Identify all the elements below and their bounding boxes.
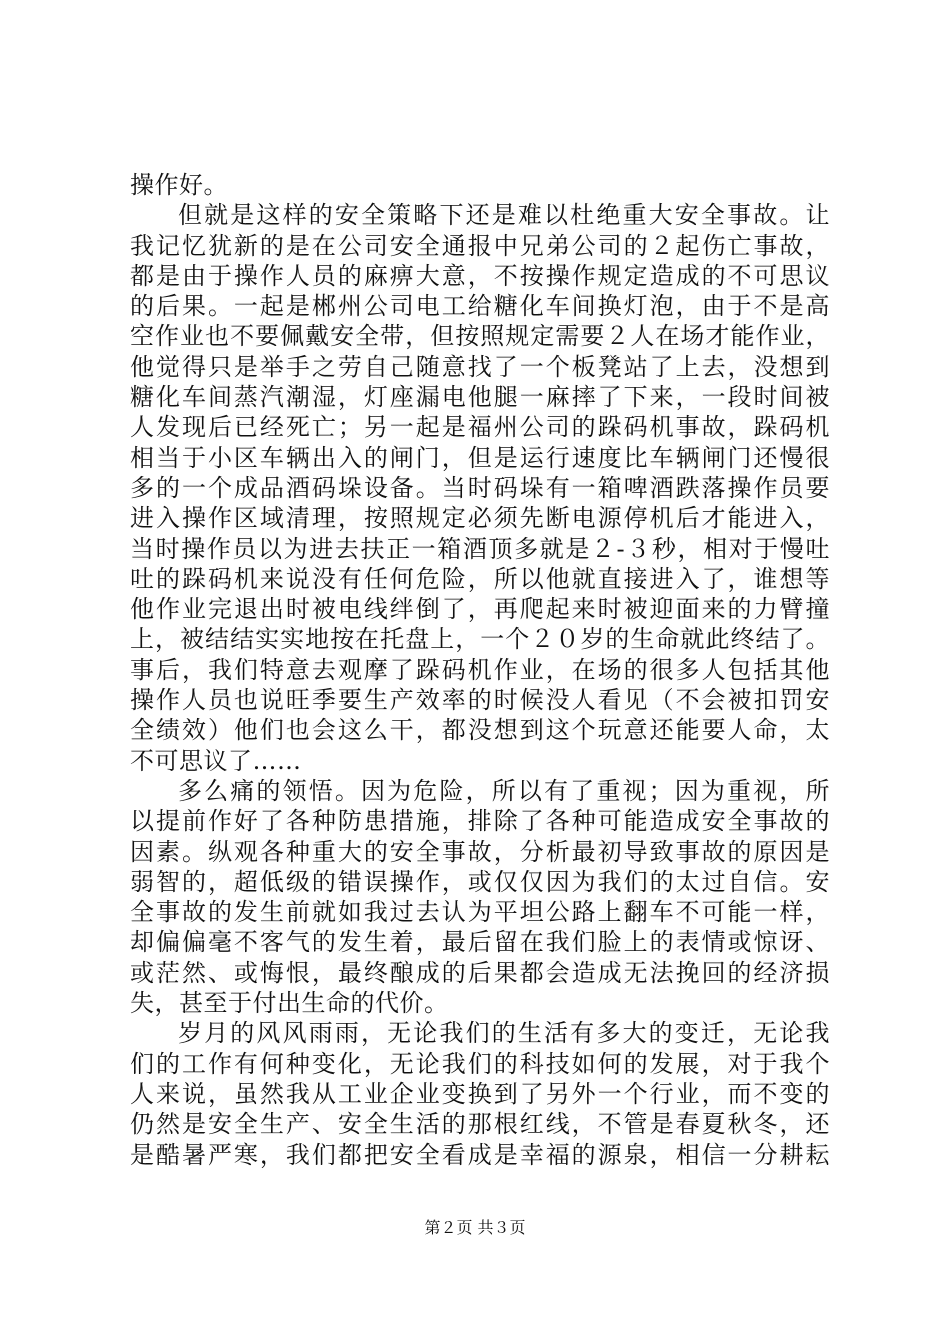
- text-line: 人来说，虽然我从工业企业变换到了另外一个行业，而不变的: [130, 1079, 830, 1108]
- text-line: 糖化车间蒸汽潮湿，灯座漏电他腿一麻摔了下来，一段时间被: [130, 383, 830, 412]
- text-line: 上，被结结实实地按在托盘上，一个２０岁的生命就此终结了。: [130, 625, 830, 654]
- page-number-footer: 第２页 共３页: [424, 1218, 526, 1237]
- text-line: 弱智的，超低级的错误操作，或仅仅因为我们的太过自信。安: [130, 867, 830, 896]
- text-line: 的后果。一起是郴州公司电工给糖化车间换灯泡，由于不是高: [130, 292, 830, 321]
- text-line: 他觉得只是举手之劳自己随意找了一个板凳站了上去，没想到: [130, 352, 830, 381]
- text-line: 全事故的发生前就如我过去认为平坦公路上翻车不可能一样，: [130, 898, 830, 927]
- text-line: 不可思议了……: [130, 746, 302, 775]
- text-line: 相当于小区车辆出入的闸门，但是运行速度比车辆闸门还慢很: [130, 443, 830, 472]
- text-line: 事后，我们特意去观摩了跺码机作业，在场的很多人包括其他: [130, 655, 830, 684]
- text-line: 他作业完退出时被电线绊倒了，再爬起来时被迎面来的力臂撞: [130, 595, 830, 624]
- text-line: 人发现后已经死亡；另一起是福州公司的跺码机事故，跺码机: [130, 413, 830, 442]
- text-line: 因素。纵观各种重大的安全事故，分析最初导致事故的原因是: [130, 837, 830, 866]
- text-line: 操作人员也说旺季要生产效率的时候没人看见（不会被扣罚安: [130, 686, 830, 715]
- text-line: 或茫然、或悔恨，最终酿成的后果都会造成无法挽回的经济损: [130, 958, 830, 987]
- text-line: 都是由于操作人员的麻痹大意，不按操作规定造成的不可思议: [130, 261, 830, 290]
- text-line: 失，甚至于付出生命的代价。: [130, 989, 449, 1018]
- paragraph-first-line: 岁月的风风雨雨，无论我们的生活有多大的变迁，无论我: [178, 1019, 830, 1048]
- paragraph-first-line: 多么痛的领悟。因为危险，所以有了重视；因为重视，所: [178, 776, 830, 805]
- text-line: 仍然是安全生产、安全生活的那根红线，不管是春夏秋冬，还: [130, 1110, 830, 1139]
- text-line: 们的工作有何种变化，无论我们的科技如何的发展，对于我个: [130, 1049, 830, 1078]
- text-line: 当时操作员以为进去扶正一箱酒顶多就是２-３秒，相对于慢吐: [130, 534, 830, 563]
- text-line: 吐的跺码机来说没有任何危险，所以他就直接进入了，谁想等: [130, 564, 830, 593]
- text-line: 空作业也不要佩戴安全带，但按照规定需要２人在场才能作业，: [130, 322, 830, 351]
- text-line: 我记忆犹新的是在公司安全通报中兄弟公司的２起伤亡事故，: [130, 231, 830, 260]
- body-text: [130, 170, 830, 1170]
- paragraph-first-line: 但就是这样的安全策略下还是难以杜绝重大安全事故。让: [178, 201, 830, 230]
- text-line: 以提前作好了各种防患措施，排除了各种可能造成安全事故的: [130, 807, 830, 836]
- text-line: 进入操作区域清理，按照规定必须先断电源停机后才能进入，: [130, 504, 830, 533]
- text-line: 全绩效）他们也会这么干，都没想到这个玩意还能要人命，太: [130, 716, 830, 745]
- text-line: 是酷暑严寒，我们都把安全看成是幸福的源泉，相信一分耕耘: [130, 1140, 830, 1169]
- text-line: 操作好。: [130, 171, 228, 199]
- text-line: 却偏偏毫不客气的发生着，最后留在我们脸上的表情或惊讶、: [130, 928, 830, 957]
- text-line: 多的一个成品酒码垛设备。当时码垛有一箱啤酒跌落操作员要: [130, 473, 830, 502]
